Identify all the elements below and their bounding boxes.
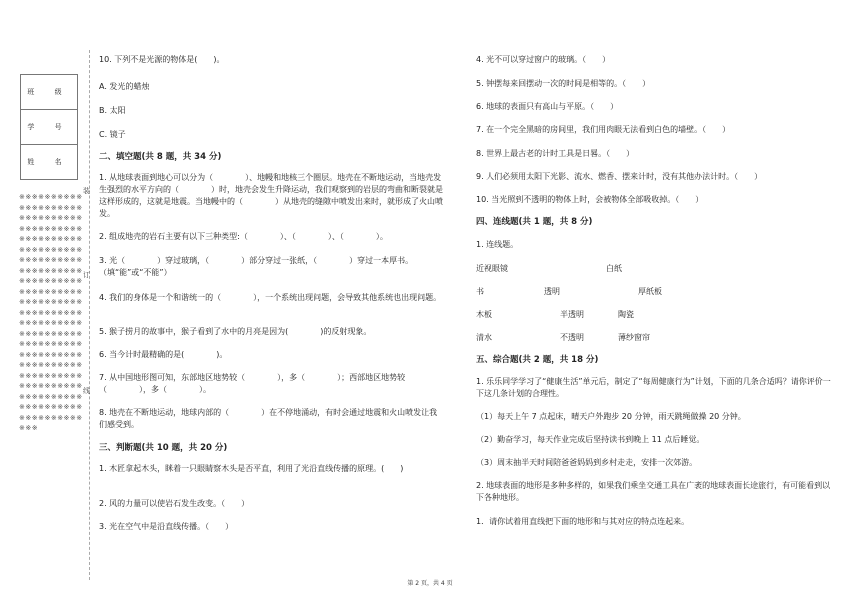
section-matching: 四、连线题(共 1 题，共 8 分) [476,217,593,227]
page-footer: 第 2 页，共 4 页 [407,580,453,587]
judge-question-10: 10. 当光照到不透明的物体上时，会被物体全部吸收掉。（ ） [476,195,704,204]
name-field: 姓 名 [21,145,78,180]
option-c: C. 镜子 [99,130,126,139]
comprehensive-question-2: 2. 地球表面的地形是多种多样的，如果我们乘坐交通工具在广袤的地球表面长途旅行，有可能看到以下各种地形。 [476,481,831,502]
match-word: 木板 [476,310,492,319]
match-word: 薄纱窗帘 [618,333,650,342]
match-word: 不透明 [560,333,584,342]
fill-question-2: 2. 组成地壳的岩石主要有以下三种类型:（ ）、（ ）、（ ）。 [99,232,388,241]
judge-question-4: 4. 光不可以穿过窗户的玻璃。（ ） [476,55,611,64]
comprehensive-subquestion: 1．请你试着用直线把下面的地形和与其对应的特点连起来。 [476,517,690,526]
fill-question-8: 8. 地壳在不断地运动，地球内部的（ ）在不停地涌动，有时会通过地震和火山喷发让我们感受到。 [99,408,438,429]
match-word: 白纸 [606,264,622,273]
judge-question-1: 1. 木匠拿起木头，眯着一只眼睛察木头是否平直，利用了光沿直线传播的原理。( ) [99,464,404,473]
fill-question-1: 1. 从地球表面到地心可以分为（ ）、地幔和地核三个圈层。地壳在不断地运动，当地壳发生强烈的水平方向的（ ）时，地壳会发生升降运动，我们观察到的岩层的弯曲和断裂就是这样形成的，这就是地震。当地幔中的（ ）从地壳的缝隙中喷发出来时，就形成了火山喷发。 [99,173,443,218]
judge-question-3: 3. 光在空气中是沿直线传播。（ ） [99,522,234,531]
match-word: 半透明 [560,310,584,319]
plan-item-3: （3）周末抽半天时间陪爸爸妈妈到乡村走走，安排一次郊游。 [476,458,698,467]
binding-dashed-line [89,50,90,580]
plan-item-1: （1）每天上午 7 点起床，晴天户外跑步 20 分钟，雨天跳绳做操 20 分钟。 [476,412,746,421]
matching-question-1: 1. 连线题。 [476,240,519,249]
plan-item-2: （2）勤奋学习，每天作业完成后坚持读书到晚上 11 点后睡觉。 [476,435,705,444]
judge-question-5: 5. 钟摆每来回摆动一次的时间是相等的。（ ） [476,79,651,88]
option-b: B. 太阳 [99,106,126,115]
class-field: 班 级 [21,75,78,110]
fill-question-5: 5. 猴子捞月的故事中，猴子看到了水中的月亮是因为( )的反射现象。 [99,327,372,336]
section-true-false: 三、判断题(共 10 题，共 20 分) [99,443,228,453]
comprehensive-question-1: 1. 乐乐同学学习了“健康生活”单元后，制定了“每周健康行为”计划，下面的几条合适吗？请你评价一下这几条计划的合理性。 [476,377,831,398]
match-word: 厚纸板 [638,287,662,296]
match-word: 书 [476,287,484,296]
judge-question-9: 9. 人们必须用太阳下光影、流水、燃香、摆来计时，没有其他办法计时。（ ） [476,172,763,181]
judge-question-2: 2. 风的力量可以使岩石发生改变。（ ） [99,499,250,508]
fill-question-3: 3. 光（ ）穿过玻璃，（ ）部分穿过一张纸，（ ）穿过一本厚书。（填“能”或“不能”） [99,256,414,277]
fill-question-4: 4. 我们的身体是一个和谐统一的（ ），一个系统出现问题，会导致其他系统也出现问题。 [99,293,442,302]
match-word: 透明 [544,287,560,296]
binding-sidebar [0,0,92,595]
match-word: 近视眼镜 [476,264,508,273]
binding-char-2: 订 [83,271,90,279]
match-word: 清水 [476,333,492,342]
fill-question-7: 7. 从中国地形图可知，东部地区地势较（ ），多（ ）；西部地区地势较（ ），多（ ）。 [99,373,406,394]
judge-question-8: 8. 世界上最古老的计时工具是日晷。（ ） [476,149,635,158]
judge-question-6: 6. 地球的表面只有高山与平原。（ ） [476,102,619,111]
option-a: A. 发光的蜡烛 [99,82,150,91]
decorative-pattern: ※※※※※※※※※※※※※※※※※※※※※※※※※※※※※※※※※※※※※※※※※※※※※※※※※※※※※※※※※※※※※※※※※※※※※※※※※※※※※※※※※※※※※※※※※※※※※※※※※※※※※※※※※※※※※※※※※※※※※※※※※※※※※※※※※※※※※※※※※※※※※※※※※※※※※※※※※※※※※※※※※※※※※※※※※※※※※※※※※※※※※※※※※※※※※※※※※※※※※※※※※※※※※※※※※※※※※※※※※※※※※※※ [19,193,83,432]
section-comprehensive: 五、综合题(共 2 题，共 18 分) [476,355,599,365]
match-word: 陶瓷 [618,310,634,319]
question-10: 10. 下列不是光源的物体是( )。 [99,55,225,64]
fill-question-6: 6. 当今计时最精确的是( )。 [99,350,228,359]
student-number-field: 学 号 [21,110,78,145]
judge-question-7: 7. 在一个完全黑暗的房间里，我们用肉眼无法看到白色的墙壁。（ ） [476,125,731,134]
binding-char-1: 装 [83,187,90,195]
student-info-table [20,74,78,180]
section-fill-blank: 二、填空题(共 8 题，共 34 分) [99,152,222,162]
binding-char-3: 线 [83,387,90,395]
